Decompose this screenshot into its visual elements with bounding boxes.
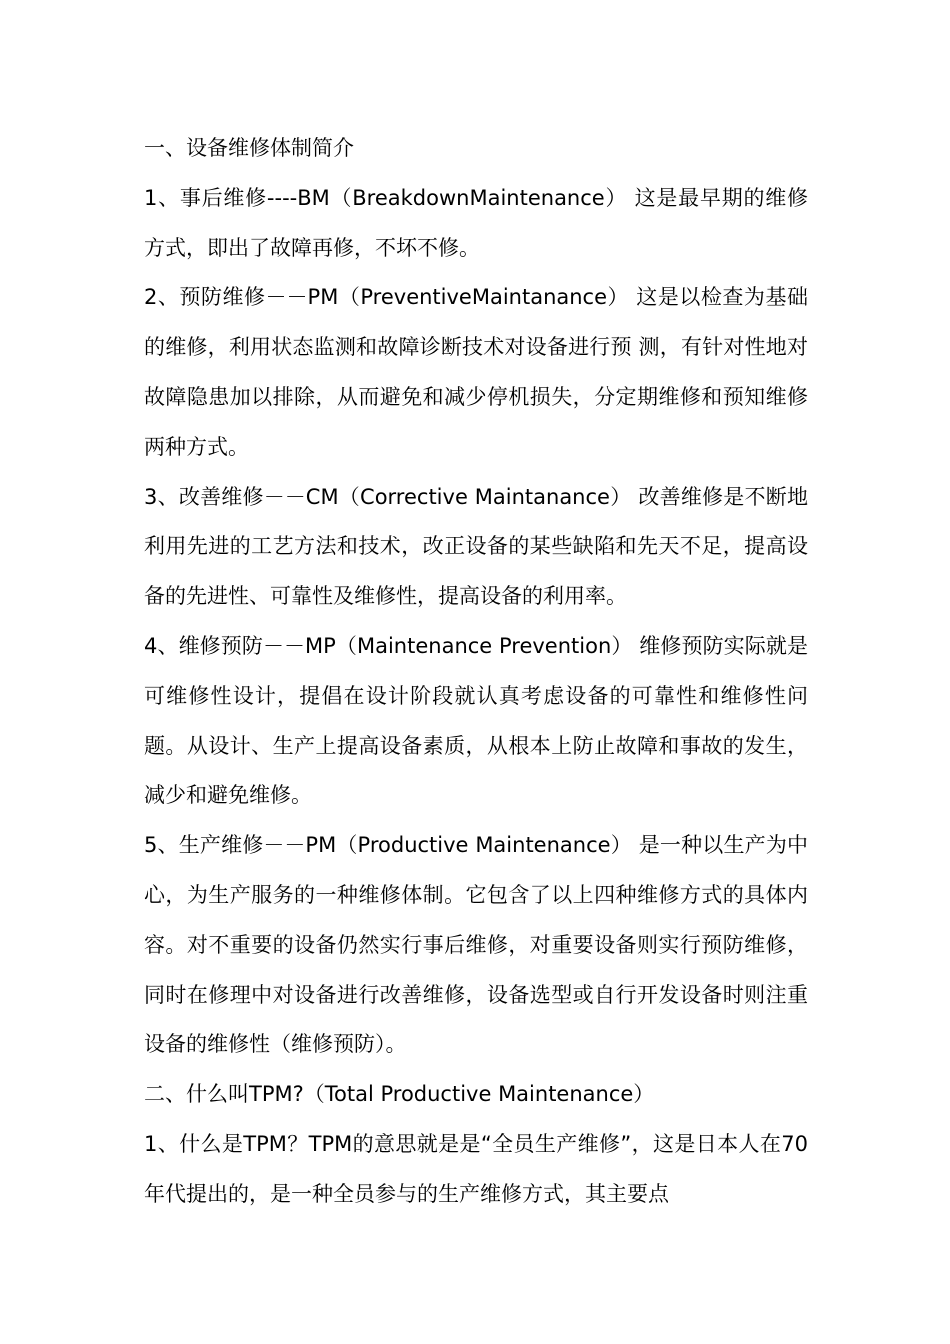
paragraph-tpm-definition: 1、什么是TPM？TPM的意思就是是“全员生产维修”，这是日本人在70年代提出的，是一种全员参与的生产维修方式，其主要点: [144, 1131, 808, 1206]
paragraph-breakdown-maintenance: 1、事后维修----BM（BreakdownMaintenance） 这是最早期的维修方式，即出了故障再修，不坏不修。: [144, 185, 808, 260]
paragraph-preventive-maintenance: 2、预防维修－－PM（PreventiveMaintanance） 这是以检查为基础的维修，利用状态监测和故障诊断技术对设备进行预 测，有针对性地对故障隐患加以排除，从而避免和减少停机损失，分定期维修和预知维修两种方式。: [144, 285, 808, 459]
section-heading-what-is-tpm: 二、什么叫TPM?（Total Productive Maintenance）: [144, 1082, 655, 1107]
paragraph-maintenance-prevention: 4、维修预防－－MP（Maintenance Prevention） 维修预防实际就是可维修性设计，提倡在设计阶段就认真考虑设备的可靠性和维修性问题。从设计、生产上提高设备素质，从根本上防止故障和事故的发生，减少和避免维修。: [144, 633, 808, 808]
document-body: [144, 124, 808, 1220]
paragraph-productive-maintenance: 5、生产维修－－PM（Productive Maintenance） 是一种以生产为中心，为生产服务的一种维修体制。它包含了以上四种维修方式的具体内容。对不重要的设备仍然实行事后维修，对重要设备则实行预防维修，同时在修理中对设备进行改善维修，设备选型或自行开发设备时则注重设备的维修性（维修预防）。: [144, 833, 808, 1057]
section-heading-maintenance-systems: 一、设备维修体制简介: [144, 136, 354, 160]
paragraph-corrective-maintenance: 3、改善维修－－CM（Corrective Maintanance） 改善维修是不断地利用先进的工艺方法和技术，改正设备的某些缺陷和先天不足，提高设备的先进性、可靠性及维修性，提高设备的利用率。: [144, 484, 808, 609]
